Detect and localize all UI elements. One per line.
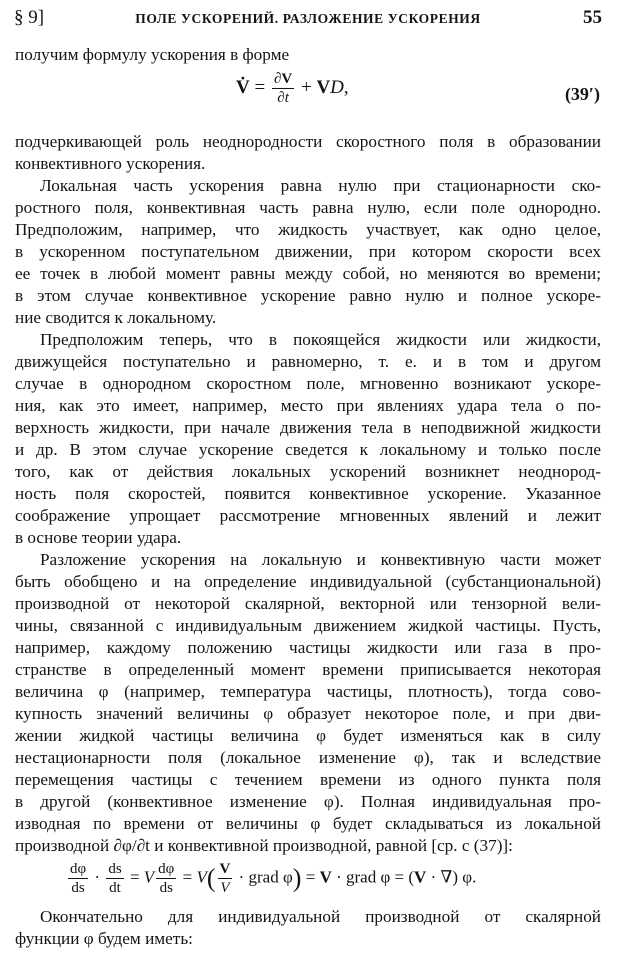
text-line: подчеркивающей роль неоднородности скоростного поля в образовании (15, 132, 601, 151)
text-line: например, каждому положению частицы жидкости или газа в про- (15, 638, 601, 657)
text-line: нестационарности поля (локальное изменение φ), так и вследствие (15, 748, 601, 767)
text-line: конвективного ускорения. (15, 154, 206, 173)
text-line: производной ∂φ/∂t и конвективной производной, равной [ср. с (37)]: (15, 836, 513, 855)
equation-individual-derivative: $\frac{d\varphi}{ds}$ · $\frac{ds}{dt}$ = V $\frac{d\varphi}{ds}$ = V( $\frac{V}{V}$ · grad φ) = V · grad φ = (V · ∇) φ. (70, 861, 477, 896)
text-line: в этом случае конвективное ускорение равно нулю и полное ускоре- (15, 286, 601, 305)
equation-number-39: (39′) (564, 84, 600, 104)
text-line: величина φ (например, температура частицы, плотность), тогда сово- (15, 682, 601, 701)
text-line: купность значений величины φ образует некоторое поле, и при дви- (15, 704, 601, 723)
running-title: ПОЛЕ УСКОРЕНИЙ. РАЗЛОЖЕНИЕ УСКОРЕНИЯ (135, 11, 481, 26)
text-line: ние сводится к локальному. (15, 308, 217, 327)
text-line: чины, связанной с индивидуальным движением жидкой частицы. Пусть, (15, 616, 601, 635)
section-mark: § 9] (14, 7, 45, 28)
text-line: странстве в определенный момент времени приписывается некоторая (15, 660, 601, 679)
text-line: изводная по времени от величины φ будет складываться из локальной (15, 814, 601, 833)
text-line: Окончательно для индивидуальной производной от скалярной (40, 907, 601, 926)
running-header (14, 6, 602, 30)
text-line: перемещения частицы с течением времени из одного пункта поля (15, 770, 601, 789)
text-line: ростного поля, конвективная часть равна нулю, если поле однородно. (15, 198, 601, 217)
text-line: Предположим теперь, что в покоящейся жидкости или жидкости, (40, 330, 601, 349)
text-line: случае в однородном скоростном поле, мгновенно возникают ускоре- (15, 374, 601, 393)
equation-39: V̇ = $\frac{\partial V}{\partial t}$ + VD, (236, 71, 349, 106)
text-line: движущейся поступательно и равномерно, т. е. и в том и другом (15, 352, 601, 371)
text-line: Разложение ускорения на локальную и конвективную части может (40, 550, 601, 569)
text-line: Локальная часть ускорения равна нулю при стационарности ско- (40, 176, 601, 195)
text-line: ность поля скоростей, появится конвективное ускорение. Указанное (15, 484, 601, 503)
text-line: соображение упрощает рассмотрение мгновенных явлений и лежит (15, 506, 601, 525)
page-number: 55 (583, 7, 602, 28)
text-line: в ускоренном поступательном движении, при котором скорости всех (15, 242, 601, 261)
text-line: ния, как это имеет, например, место при явлениях удара тела о по- (15, 396, 601, 415)
text-line: быть обобщено и на определение индивидуальной (субстанциональной) (15, 572, 601, 591)
text-line: в основе теории удара. (15, 528, 182, 547)
text-line: ее точек в любой момент равны между собой, но меняются во времени; (15, 264, 601, 283)
text-line: жении жидкой частицы величина φ будет изменяться как в силу (15, 726, 601, 745)
text-line: верхность жидкости, при начале движения тела в неподвижной жидкости (15, 418, 601, 437)
text-line: и др. В этом случае ускорение сведется к локальному и только после (15, 440, 601, 459)
text-line: Предположим, например, что жидкость участвует, как одно целое, (15, 220, 601, 239)
text-line: того, как от действия локальных ускорений возникнет неоднород- (15, 462, 601, 481)
text-line: получим формулу ускорения в форме (15, 45, 290, 64)
text-line: производной от некоторой скалярной, векторной или тензорной вели- (15, 594, 601, 613)
text-line: в другой (конвективное изменение φ). Полная индивидуальная про- (15, 792, 601, 811)
text-line: функции φ будем иметь: (15, 929, 193, 948)
